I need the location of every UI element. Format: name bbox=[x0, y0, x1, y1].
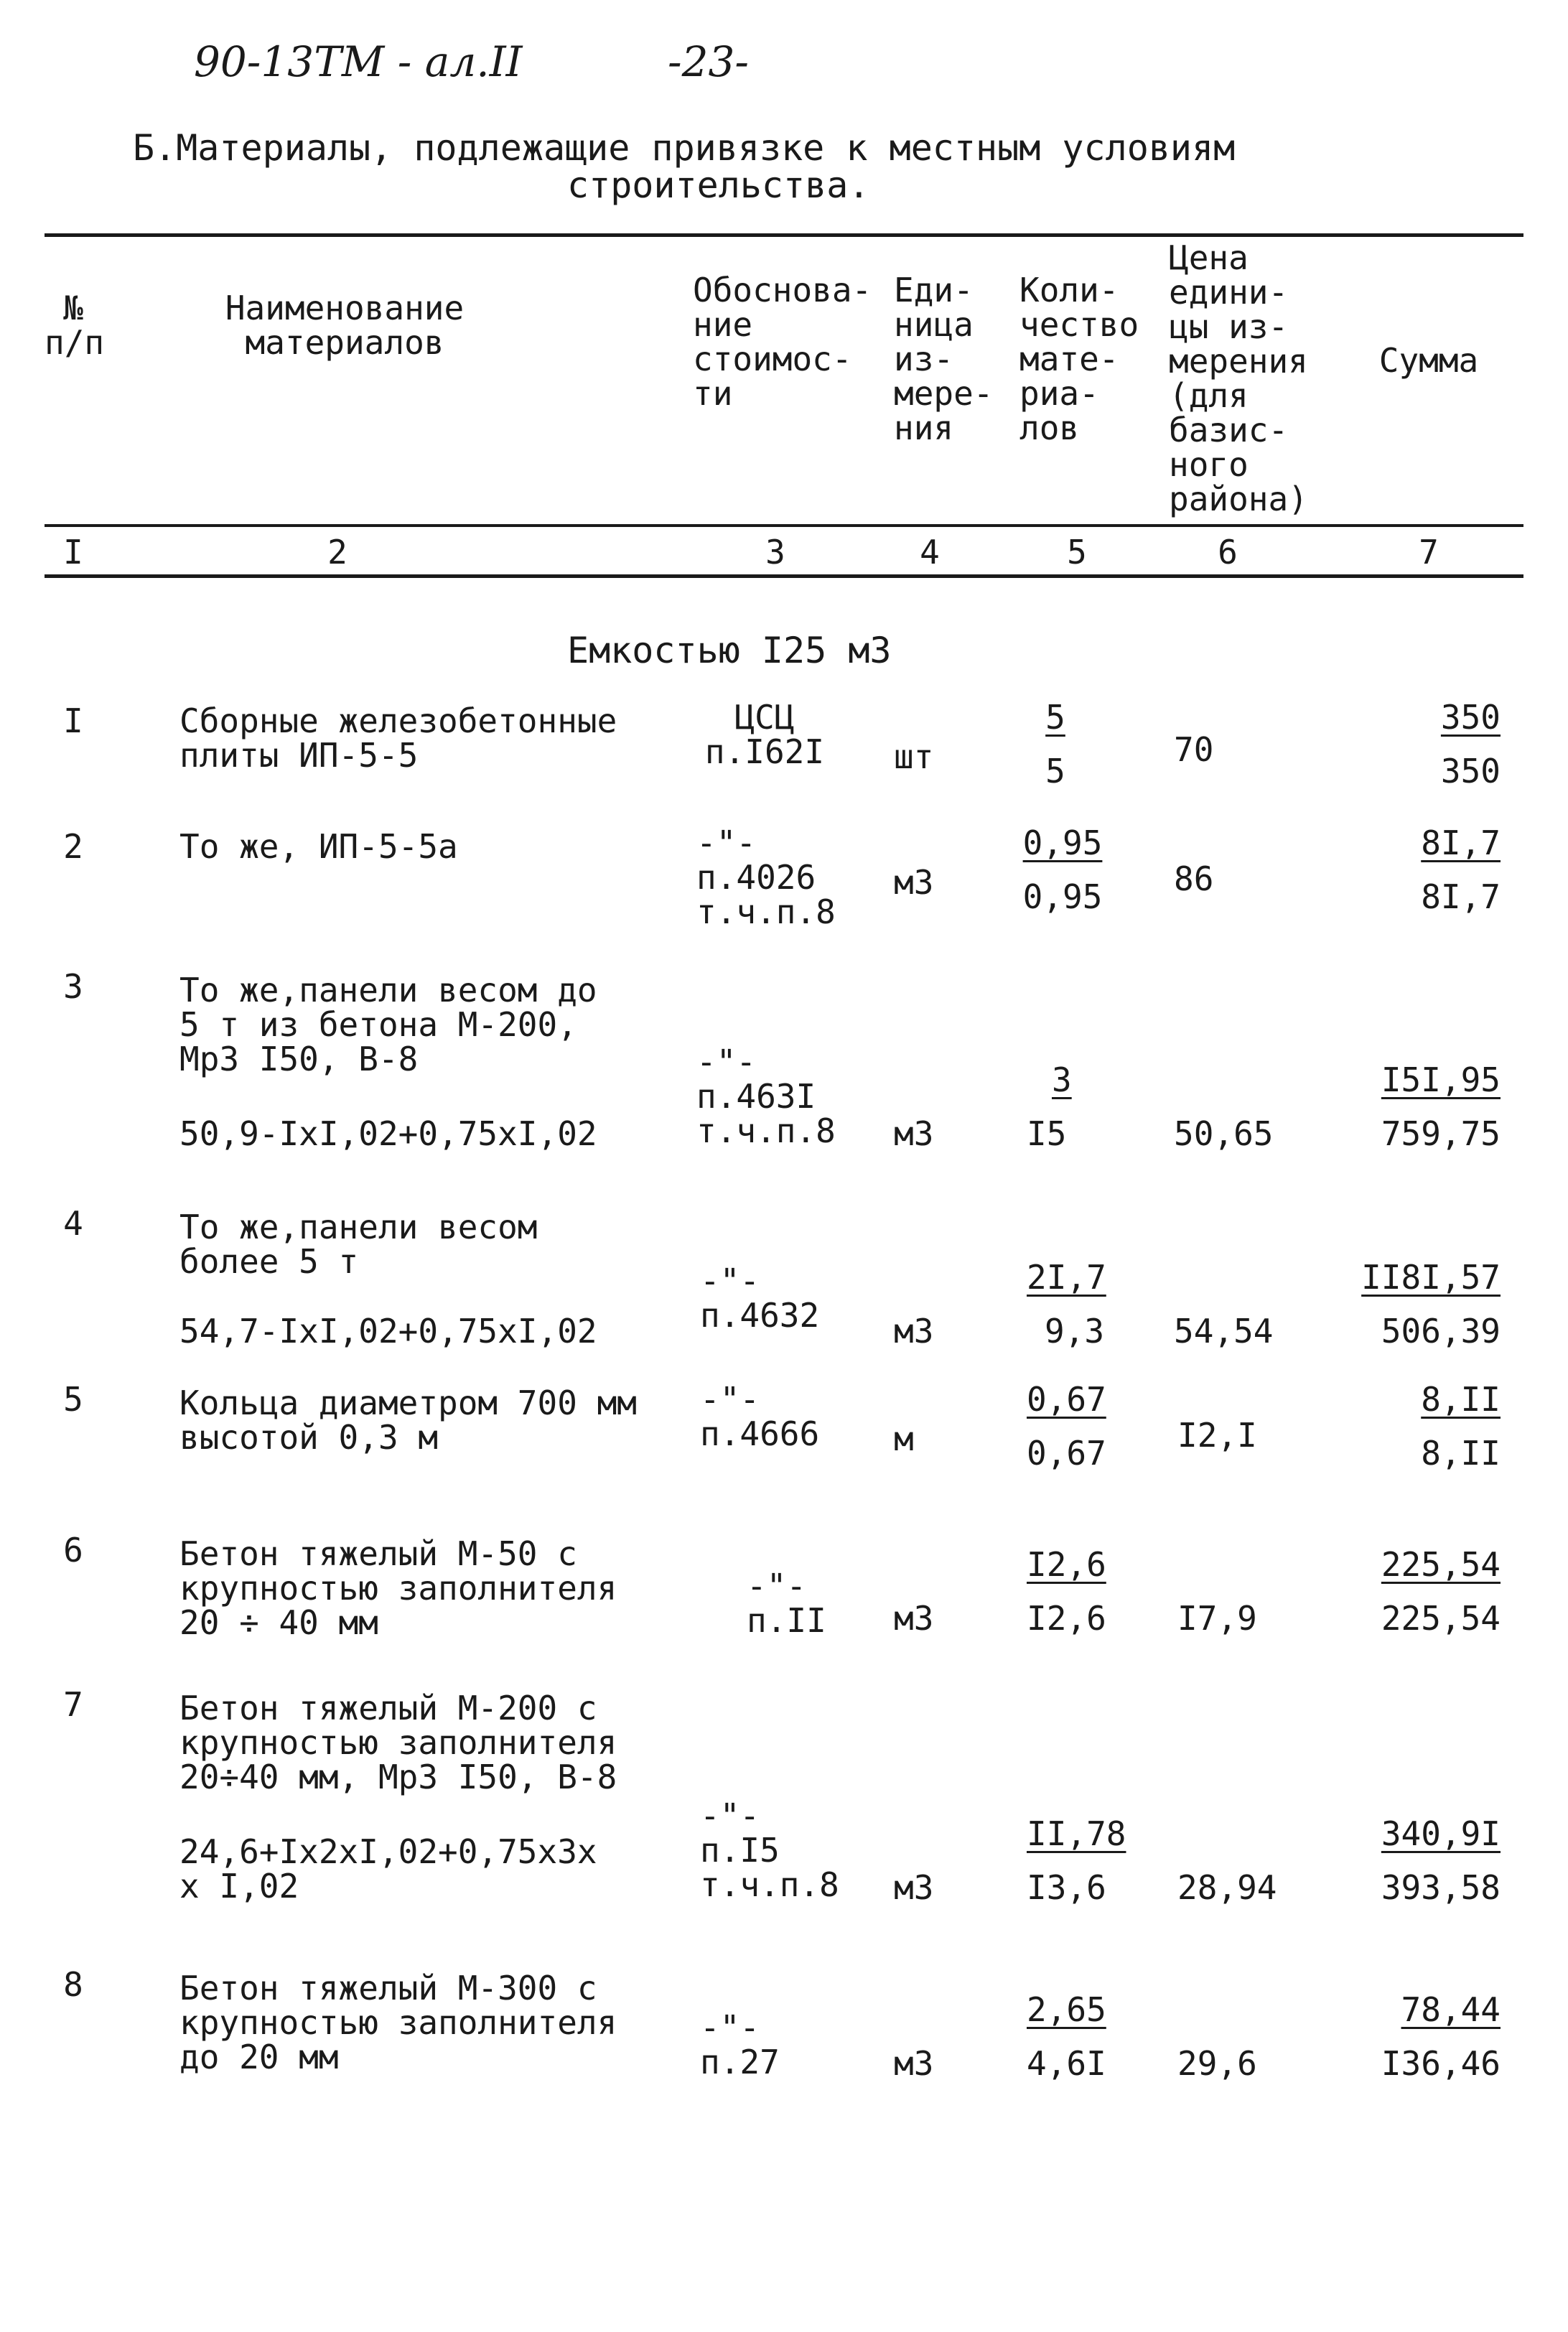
unit: м3 bbox=[894, 863, 934, 902]
column-number-2: 2 bbox=[327, 533, 347, 572]
unit: м3 bbox=[894, 2044, 934, 2083]
cost-basis: -"- п.463I т.ч.п.8 bbox=[696, 1043, 836, 1150]
quantity-top: 2,65 bbox=[1027, 1990, 1106, 2029]
quantity-bottom: 4,6I bbox=[1027, 2044, 1106, 2083]
calculation-formula: 50,9-IхI,02+0,75хI,02 bbox=[179, 1114, 597, 1153]
quantity-top: 0,95 bbox=[1022, 824, 1103, 862]
unit-price: 86 bbox=[1174, 859, 1214, 898]
quantity-bottom: I3,6 bbox=[1027, 1868, 1106, 1907]
sum-bottom: 350 bbox=[1440, 752, 1501, 790]
unit: м3 bbox=[894, 1312, 934, 1351]
unit-price: 29,6 bbox=[1177, 2044, 1257, 2083]
cost-basis: -"- п.27 bbox=[700, 2008, 780, 2081]
quantity-top: 3 bbox=[1052, 1060, 1072, 1099]
unit: м3 bbox=[894, 1599, 934, 1638]
column-numbers-rule bbox=[45, 574, 1523, 578]
column-header-num: № п/п bbox=[45, 289, 105, 362]
unit-price: 54,54 bbox=[1174, 1312, 1274, 1351]
column-header-qty: Коли- чество мате- риа- лов bbox=[1019, 271, 1139, 447]
sum-top: 350 bbox=[1440, 698, 1501, 737]
sum-top: II8I,57 bbox=[1361, 1258, 1501, 1297]
material-name: Бетон тяжелый М-300 с крупностью заполнителя до 20 мм bbox=[179, 1969, 617, 2076]
column-number-3: 3 bbox=[765, 533, 785, 572]
document-code: 90-13ТМ - ал.II bbox=[194, 37, 523, 86]
row-number: 4 bbox=[63, 1204, 83, 1243]
row-number: 3 bbox=[63, 967, 83, 1006]
sum-top: 340,9I bbox=[1381, 1814, 1501, 1853]
sum-bottom: 225,54 bbox=[1381, 1599, 1501, 1638]
unit: м3 bbox=[894, 1868, 934, 1907]
cost-basis: -"- п.4026 т.ч.п.8 bbox=[696, 824, 836, 931]
cost-basis: -"- п.4632 bbox=[700, 1261, 820, 1335]
sum-bottom: 759,75 bbox=[1381, 1114, 1501, 1153]
sum-top: 8,II bbox=[1421, 1380, 1501, 1419]
quantity-bottom: 9,3 bbox=[1045, 1312, 1105, 1351]
column-header-basis: Обоснова- ние стоимос- ти bbox=[693, 271, 872, 413]
quantity-bottom: I2,6 bbox=[1027, 1599, 1106, 1638]
unit: м bbox=[894, 1419, 914, 1458]
calculation-formula: 54,7-IхI,02+0,75хI,02 bbox=[179, 1312, 597, 1351]
cost-basis: -"- п.4666 bbox=[700, 1380, 820, 1453]
quantity-top: 0,67 bbox=[1027, 1380, 1106, 1419]
material-name: Бетон тяжелый М-200 с крупностью заполнителя 20÷40 мм, МрЗ I50, В-8 bbox=[179, 1689, 617, 1796]
quantity-bottom: I5 bbox=[1027, 1114, 1067, 1153]
section-title: Емкостью I25 м3 bbox=[567, 630, 892, 671]
sum-top: I5I,95 bbox=[1381, 1060, 1501, 1099]
quantity-top: II,78 bbox=[1027, 1814, 1126, 1853]
sum-bottom: 393,58 bbox=[1381, 1868, 1501, 1907]
row-number: 6 bbox=[63, 1531, 83, 1570]
material-name: Бетон тяжелый М-50 с крупностью заполнителя 20 ÷ 40 мм bbox=[179, 1534, 617, 1642]
column-header-unit: Еди- ница из- мере- ния bbox=[894, 271, 994, 447]
unit-price: 70 bbox=[1174, 730, 1214, 769]
material-name: То же,панели весом до 5 т из бетона М-200, МрЗ I50, В-8 bbox=[179, 971, 597, 1078]
column-header-price: Цена едини- цы из- мерения (для базис- ного района) bbox=[1169, 238, 1308, 518]
sum-top: 8I,7 bbox=[1421, 824, 1501, 862]
cost-basis: -"- п.II bbox=[747, 1567, 826, 1640]
page-title-line1: Б.Материалы, подлежащие привязке к местным условиям bbox=[133, 127, 1236, 169]
quantity-bottom: 0,95 bbox=[1022, 877, 1103, 916]
column-number-4: 4 bbox=[920, 533, 940, 572]
quantity-bottom: 5 bbox=[1045, 752, 1065, 790]
page-number: -23- bbox=[668, 37, 749, 86]
material-name: То же, ИП-5-5а bbox=[179, 827, 458, 866]
row-number: 7 bbox=[63, 1685, 83, 1724]
quantity-bottom: 0,67 bbox=[1027, 1434, 1106, 1473]
unit-price: 50,65 bbox=[1174, 1114, 1274, 1153]
sum-bottom: 506,39 bbox=[1381, 1312, 1501, 1351]
column-number-7: 7 bbox=[1419, 533, 1439, 572]
material-name: То же,панели весом более 5 т bbox=[179, 1208, 538, 1281]
unit-price: I7,9 bbox=[1177, 1599, 1257, 1638]
column-header-sum: Сумма bbox=[1378, 341, 1479, 380]
unit-price: I2,I bbox=[1177, 1416, 1257, 1455]
sum-bottom: I36,46 bbox=[1381, 2044, 1501, 2083]
sum-bottom: 8,II bbox=[1421, 1434, 1501, 1473]
quantity-top: 2I,7 bbox=[1027, 1258, 1106, 1297]
column-number-6: 6 bbox=[1218, 533, 1238, 572]
material-name: Кольца диаметром 700 мм высотой 0,3 м bbox=[179, 1384, 637, 1457]
sum-bottom: 8I,7 bbox=[1421, 877, 1501, 916]
column-number-5: 5 bbox=[1067, 533, 1087, 572]
quantity-top: I2,6 bbox=[1027, 1545, 1106, 1584]
unit: м3 bbox=[894, 1114, 934, 1153]
column-header-name: Наименование материалов bbox=[225, 289, 465, 362]
cost-basis: ЦСЦ п.I62I bbox=[704, 698, 825, 771]
unit: шт bbox=[894, 737, 934, 776]
cost-basis: -"- п.I5 т.ч.п.8 bbox=[700, 1796, 839, 1904]
sum-top: 78,44 bbox=[1401, 1990, 1501, 2029]
column-number-1: I bbox=[63, 533, 83, 572]
material-name: Сборные железобетонные плиты ИП-5-5 bbox=[179, 701, 617, 775]
page-title-line2: строительства. bbox=[567, 164, 870, 206]
row-number: I bbox=[63, 701, 83, 740]
calculation-formula: 24,6+Iх2хI,02+0,75х3х х I,02 bbox=[179, 1832, 597, 1906]
row-number: 5 bbox=[63, 1380, 83, 1419]
unit-price: 28,94 bbox=[1177, 1868, 1277, 1907]
header-bottom-rule bbox=[45, 524, 1523, 527]
table-top-rule bbox=[45, 233, 1523, 237]
row-number: 8 bbox=[63, 1965, 83, 2004]
row-number: 2 bbox=[63, 827, 83, 866]
sum-top: 225,54 bbox=[1381, 1545, 1501, 1584]
quantity-top: 5 bbox=[1045, 698, 1065, 737]
